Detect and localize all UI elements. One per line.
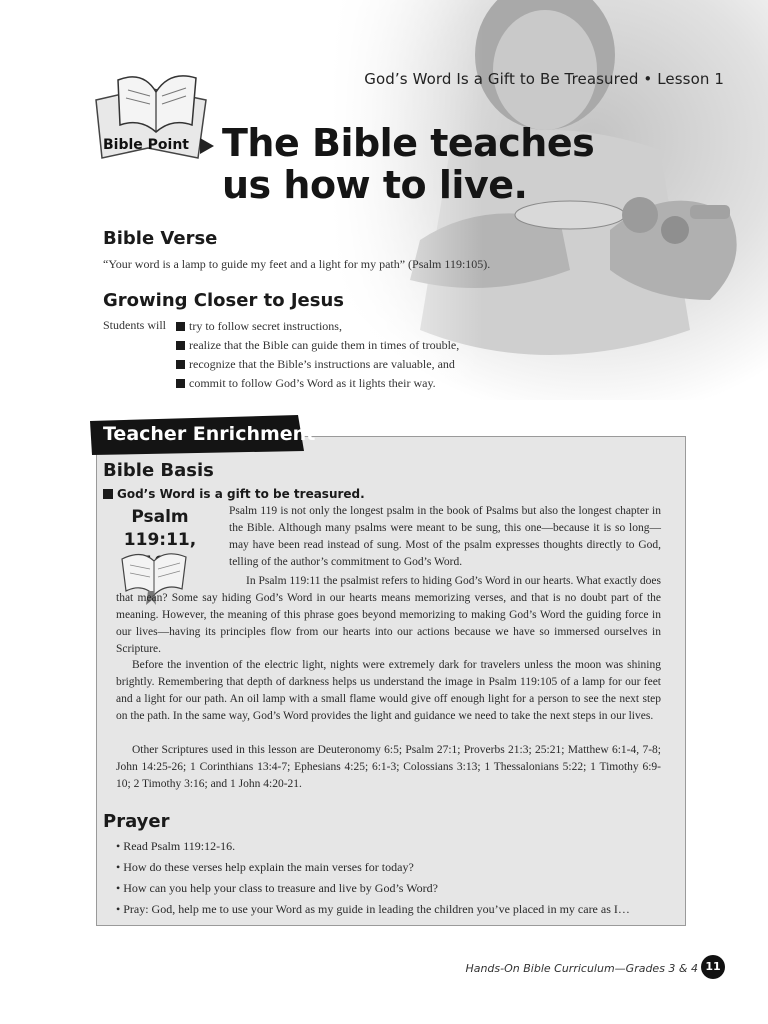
bible-basis-subheading: God’s Word is a gift to be treasured. [103,487,365,501]
square-bullet-icon [176,360,185,369]
bible-basis-paragraph: Before the invention of the electric light, nights were extremely dark for travelers unless the moon was shining brightly. Remembering that depth of darkness helps us understand the image in Psalm 119:105 of a lamp for our feet and a light for our path. An oil lamp with a small flame would give off enough light for a person to see the next step on the path. In the same way, God’s Word provides the light and guidance we need to take the next steps in our lives. [116,659,661,722]
square-bullet-icon [103,489,113,499]
title-line-2: us how to live. [222,163,528,207]
page-number: 11 [701,955,725,979]
growing-closer-heading: Growing Closer to Jesus [103,290,344,311]
objectives-list [176,318,459,394]
bible-basis-heading: Bible Basis [103,460,214,481]
psalm-reference: Psalm 119:11, [123,507,197,550]
prayer-heading: Prayer [103,811,170,832]
list-item: try to follow secret instructions, [176,318,459,337]
teacher-enrichment-title: Teacher Enrichment [103,423,316,445]
list-item: • How can you help your class to treasure and live by God’s Word? [116,881,438,895]
bible-basis-paragraph: Other Scriptures used in this lesson are Deuteronomy 6:5; Psalm 27:1; Proverbs 21:3; 25:21; Matthew 6:1-4, 7-8; John 14:25-26; 1 Corinthians 13:4-7; Ephesians 4:25; 6:1-3; Colossians 3:13; 1 Thessalonians 5:22; 1 Timothy 6:9-10; 2 Timothy 3:16; and 1 John 4:20-21. [116,744,661,790]
students-will-label: Students will [103,318,167,332]
bible-basis-paragraph: In Psalm 119:11 the psalmist refers to hiding God’s Word in our hearts. What exactly does that mean? Some say hiding God’s Word in our hearts means memorizing verses, and that is no doubt part of the meaning. However, the meaning of this phrase goes beyond memorizing to making God’s Word the guiding force in our lives—having its principles flow from our hearts into our actions because we have so immersed ourselves in Scripture. [116,575,661,655]
list-item: • How do these verses help explain the main verses for today? [116,860,414,874]
bible-point-label: Bible Point [103,137,189,153]
square-bullet-icon [176,379,185,388]
list-item: realize that the Bible can guide them in times of trouble, [176,337,459,356]
list-item: • Pray: God, help me to use your Word as my guide in leading the children you’ve placed in my care as I… [116,902,630,916]
list-item: commit to follow God’s Word as it lights their way. [176,375,459,394]
bible-verse-heading: Bible Verse [103,228,218,249]
list-item: recognize that the Bible’s instructions are valuable, and [176,356,459,375]
running-head: God’s Word Is a Gift to Be Treasured • Lesson 1 [364,70,724,88]
prayer-list [116,838,630,922]
page-title [222,122,612,206]
square-bullet-icon [176,341,185,350]
bible-basis-paragraph: Psalm 119 is not only the longest psalm in the book of Psalms but also the longest chapter in the Bible. Although many psalms were meant to be sung, this one—because it is so long—may have been read instead of sung. Most of the psalm expresses thoughts directly to God, telling of the author’s commitment to God’s Word. [229,505,661,568]
footer-curriculum: Hands-On Bible Curriculum—Grades 3 & 4 [465,962,698,975]
list-item: • Read Psalm 119:12-16. [116,839,236,853]
title-line-1: The Bible teaches [222,121,595,165]
bible-verse-text: “Your word is a lamp to guide my feet and a light for my path” (Psalm 119:105). [103,257,491,271]
square-bullet-icon [176,322,185,331]
